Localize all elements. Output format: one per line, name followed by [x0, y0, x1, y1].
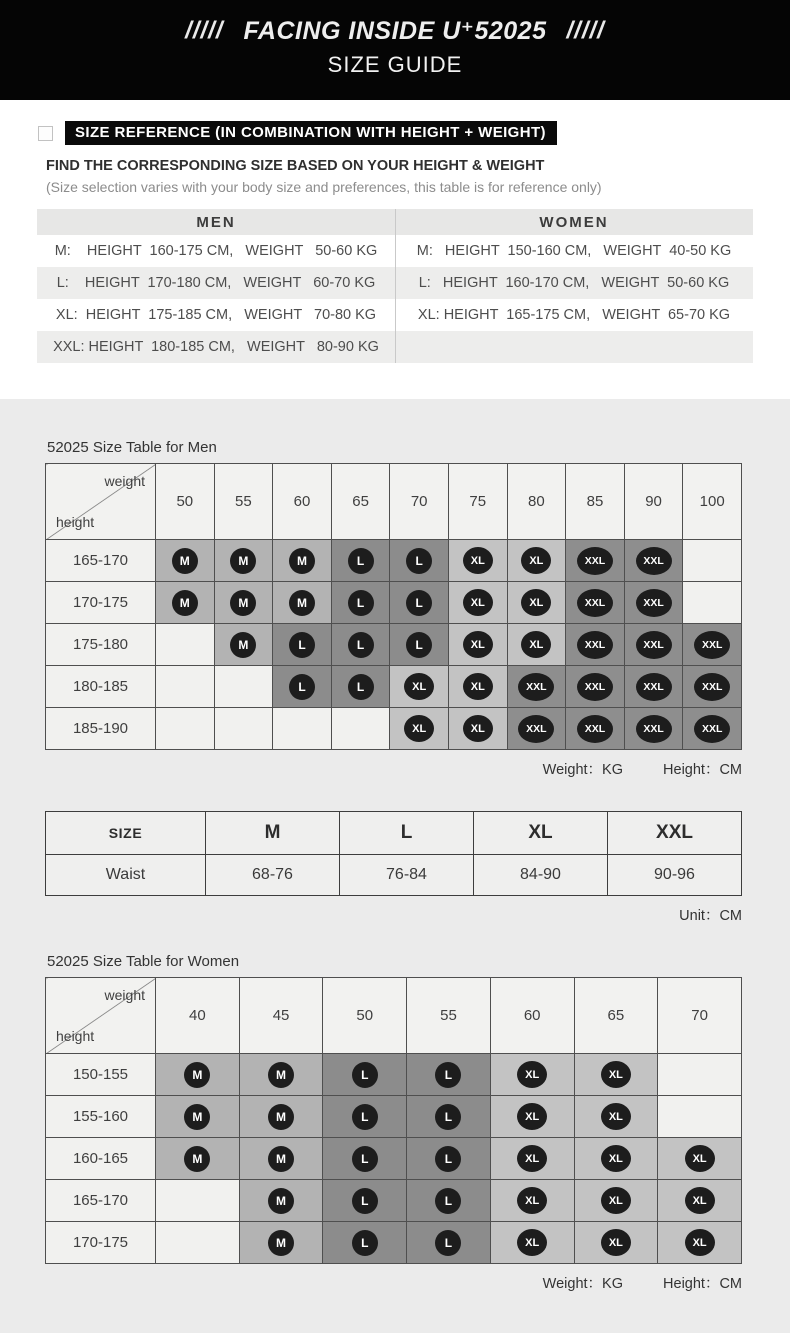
- size-cell: [507, 666, 566, 708]
- size-cell: [156, 1096, 240, 1138]
- size-badge: XL: [521, 631, 551, 658]
- grid-data-row: [46, 582, 742, 624]
- size-cell: [390, 540, 449, 582]
- size-cell: [448, 582, 507, 624]
- weight-header-cell: 65: [574, 978, 658, 1054]
- size-reference-section: [0, 100, 790, 399]
- corner-weight-label: weight: [104, 473, 145, 489]
- waist-header-cell: M: [206, 812, 340, 855]
- weight-header-cell: 60: [490, 978, 574, 1054]
- size-cell: [156, 1222, 240, 1264]
- brand-row: [0, 16, 790, 46]
- size-cell: [239, 1096, 323, 1138]
- height-label-cell: 185-190: [46, 708, 156, 750]
- size-cell: [323, 1054, 407, 1096]
- size-badge: L: [289, 674, 315, 700]
- size-badge: L: [435, 1188, 461, 1214]
- size-cell: [658, 1054, 742, 1096]
- size-badge: M: [184, 1104, 210, 1130]
- men-table-title: 52025 Size Table for Men: [47, 439, 217, 456]
- size-badge: M: [184, 1146, 210, 1172]
- size-badge: XXL: [577, 631, 613, 659]
- size-badge: XL: [463, 589, 493, 616]
- women-units-row: [45, 1272, 742, 1293]
- size-badge: XXL: [636, 631, 672, 659]
- women-table-title: 52025 Size Table for Women: [47, 953, 240, 970]
- reference-subtitle: FIND THE CORRESPONDING SIZE BASED ON YOUR HEIGHT & WEIGHT: [46, 158, 545, 174]
- grid-data-row: [46, 708, 742, 750]
- column-divider: [395, 209, 396, 363]
- size-badge: XL: [601, 1061, 631, 1088]
- size-badge: XL: [601, 1229, 631, 1256]
- size-badge: XXL: [518, 715, 554, 743]
- weight-header-cell: 80: [507, 464, 566, 540]
- gender-size-table: [37, 209, 753, 363]
- weight-unit-label: Weight：KG: [542, 1276, 623, 1292]
- waist-header-cell: XL: [474, 812, 608, 855]
- size-cell: [566, 540, 625, 582]
- size-badge: M: [268, 1146, 294, 1172]
- size-badge: XXL: [577, 715, 613, 743]
- size-cell: [214, 708, 273, 750]
- height-label-cell: 180-185: [46, 666, 156, 708]
- size-badge: L: [406, 548, 432, 574]
- height-label-cell: 175-180: [46, 624, 156, 666]
- checkbox-icon: [38, 126, 53, 141]
- size-badge: XL: [601, 1187, 631, 1214]
- size-badge: L: [352, 1188, 378, 1214]
- gender-size-cell: XL: HEIGHT 165-175 CM, WEIGHT 65-70 KG: [417, 307, 731, 323]
- size-cell: [490, 1180, 574, 1222]
- size-cell: [323, 1180, 407, 1222]
- size-cell: [683, 666, 742, 708]
- brand-title: FACING INSIDE U⁺52025: [243, 17, 547, 45]
- height-label-cell: 150-155: [46, 1054, 156, 1096]
- size-cell: [490, 1138, 574, 1180]
- top-banner: [0, 0, 790, 100]
- size-badge: L: [352, 1062, 378, 1088]
- size-cell: [624, 582, 683, 624]
- gender-size-cell: M: HEIGHT 160-175 CM, WEIGHT 50-60 KG: [54, 243, 378, 259]
- size-badge: L: [348, 548, 374, 574]
- size-cell: [683, 540, 742, 582]
- waist-value-cell: 68-76: [206, 855, 340, 896]
- size-cell: [490, 1096, 574, 1138]
- gender-size-cell: XXL: HEIGHT 180-185 CM, WEIGHT 80-90 KG: [53, 339, 379, 355]
- size-cell: [273, 582, 332, 624]
- size-cell: [448, 708, 507, 750]
- weight-unit-label: Weight：KG: [542, 762, 623, 778]
- waist-value-cell: 84-90: [474, 855, 608, 896]
- size-cell: [624, 666, 683, 708]
- size-cell: [574, 1054, 658, 1096]
- weight-header-cell: 50: [323, 978, 407, 1054]
- size-cell: [156, 1054, 240, 1096]
- waist-unit-row: Unit：CM: [679, 908, 742, 924]
- waist-header-cell: XXL: [608, 812, 742, 855]
- size-cell: [507, 540, 566, 582]
- size-badge: XL: [404, 673, 434, 700]
- size-cell: [574, 1222, 658, 1264]
- height-unit-label: Height：CM: [663, 762, 742, 778]
- size-badge: XL: [517, 1187, 547, 1214]
- gender-size-cell: L: HEIGHT 170-180 CM, WEIGHT 60-70 KG: [56, 275, 376, 291]
- size-badge: XL: [601, 1103, 631, 1130]
- size-cell: [331, 708, 390, 750]
- size-cell: [156, 708, 215, 750]
- women-size-grid: [45, 977, 742, 1264]
- size-badge: XXL: [518, 673, 554, 701]
- weight-header-cell: 90: [624, 464, 683, 540]
- size-cell: [156, 624, 215, 666]
- weight-header-cell: 55: [214, 464, 273, 540]
- size-cell: [331, 540, 390, 582]
- size-badge: XXL: [636, 673, 672, 701]
- size-cell: [448, 666, 507, 708]
- size-badge: M: [289, 590, 315, 616]
- grid-data-row: [46, 1180, 742, 1222]
- size-cell: [566, 624, 625, 666]
- size-cell: [683, 708, 742, 750]
- waist-value-cell: 90-96: [608, 855, 742, 896]
- size-cell: [407, 1222, 491, 1264]
- size-badge: L: [352, 1104, 378, 1130]
- size-cell: [273, 540, 332, 582]
- size-cell: [239, 1054, 323, 1096]
- size-cell: [331, 624, 390, 666]
- weight-header-cell: 70: [658, 978, 742, 1054]
- size-cell: [574, 1180, 658, 1222]
- weight-header-cell: 50: [156, 464, 215, 540]
- size-cell: [683, 582, 742, 624]
- size-cell: [214, 540, 273, 582]
- size-badge: M: [268, 1062, 294, 1088]
- weight-header-cell: 70: [390, 464, 449, 540]
- size-cell: [273, 708, 332, 750]
- weight-header-cell: 60: [273, 464, 332, 540]
- men-size-grid: [45, 463, 742, 750]
- size-cell: [658, 1138, 742, 1180]
- size-cell: [390, 708, 449, 750]
- size-cell: [574, 1138, 658, 1180]
- size-cell: [490, 1054, 574, 1096]
- men-units-row: [45, 758, 742, 779]
- size-cell: [331, 582, 390, 624]
- size-badge: XXL: [577, 673, 613, 701]
- size-badge: XXL: [636, 547, 672, 575]
- size-badge: XL: [521, 589, 551, 616]
- grid-header-row: [46, 978, 742, 1054]
- reference-note: (Size selection varies with your body size and preferences, this table is for reference only): [46, 179, 602, 195]
- weight-header-cell: 55: [407, 978, 491, 1054]
- size-badge: L: [289, 632, 315, 658]
- size-cell: [323, 1096, 407, 1138]
- size-badge: M: [230, 548, 256, 574]
- size-cell: [214, 666, 273, 708]
- waist-size-table: [45, 811, 742, 896]
- size-badge: M: [289, 548, 315, 574]
- size-badge: XL: [685, 1229, 715, 1256]
- grid-data-row: [46, 1054, 742, 1096]
- grid-data-row: [46, 666, 742, 708]
- height-label-cell: 160-165: [46, 1138, 156, 1180]
- weight-header-cell: 85: [566, 464, 625, 540]
- grid-data-row: [46, 540, 742, 582]
- height-label-cell: 165-170: [46, 540, 156, 582]
- size-badge: L: [406, 590, 432, 616]
- slashes-right-icon: /////: [566, 17, 605, 44]
- gender-size-cell: M: HEIGHT 150-160 CM, WEIGHT 40-50 KG: [416, 243, 732, 259]
- waist-header-row: [46, 812, 742, 855]
- size-cell: [448, 624, 507, 666]
- size-cell: [390, 582, 449, 624]
- size-badge: XL: [463, 673, 493, 700]
- size-badge: XL: [685, 1145, 715, 1172]
- height-label-cell: 170-175: [46, 1222, 156, 1264]
- waist-data-row: [46, 855, 742, 896]
- size-cell: [156, 582, 215, 624]
- size-cell: [214, 582, 273, 624]
- size-badge: XL: [685, 1187, 715, 1214]
- reference-heading-row: [38, 121, 790, 145]
- size-badge: M: [268, 1230, 294, 1256]
- size-cell: [156, 666, 215, 708]
- size-badge: XL: [517, 1061, 547, 1088]
- size-badge: L: [435, 1146, 461, 1172]
- gender-size-cell: XL: HEIGHT 175-185 CM, WEIGHT 70-80 KG: [55, 307, 377, 323]
- size-cell: [407, 1180, 491, 1222]
- size-badge: L: [435, 1104, 461, 1130]
- size-cell: [624, 540, 683, 582]
- size-cell: [239, 1222, 323, 1264]
- size-cell: [156, 1180, 240, 1222]
- size-badge: L: [435, 1062, 461, 1088]
- size-cell: [156, 540, 215, 582]
- size-tables-section: [0, 399, 790, 1333]
- weight-header-cell: 45: [239, 978, 323, 1054]
- size-cell: [507, 624, 566, 666]
- size-cell: [273, 666, 332, 708]
- gender-size-cell: L: HEIGHT 160-170 CM, WEIGHT 50-60 KG: [418, 275, 730, 291]
- waist-row-label: Waist: [46, 855, 206, 896]
- size-cell: [407, 1138, 491, 1180]
- size-cell: [323, 1222, 407, 1264]
- size-cell: [624, 624, 683, 666]
- size-badge: L: [348, 590, 374, 616]
- size-cell: [390, 666, 449, 708]
- size-cell: [407, 1054, 491, 1096]
- weight-header-cell: 65: [331, 464, 390, 540]
- size-cell: [156, 1138, 240, 1180]
- size-badge: L: [435, 1230, 461, 1256]
- weight-header-cell: 40: [156, 978, 240, 1054]
- waist-header-cell: SIZE: [46, 812, 206, 855]
- size-badge: M: [230, 590, 256, 616]
- size-badge: XL: [521, 547, 551, 574]
- grid-data-row: [46, 1096, 742, 1138]
- waist-header-cell: L: [340, 812, 474, 855]
- size-badge: L: [352, 1146, 378, 1172]
- size-badge: XXL: [694, 715, 730, 743]
- size-cell: [658, 1096, 742, 1138]
- grid-header-row: [46, 464, 742, 540]
- slashes-left-icon: /////: [185, 17, 224, 44]
- size-badge: XL: [517, 1145, 547, 1172]
- size-cell: [239, 1180, 323, 1222]
- size-badge: L: [348, 632, 374, 658]
- size-cell: [331, 666, 390, 708]
- size-badge: XXL: [636, 715, 672, 743]
- size-badge: XL: [463, 631, 493, 658]
- size-badge: XXL: [577, 589, 613, 617]
- size-cell: [624, 708, 683, 750]
- size-cell: [566, 708, 625, 750]
- size-badge: L: [352, 1230, 378, 1256]
- size-badge: XL: [463, 547, 493, 574]
- size-cell: [490, 1222, 574, 1264]
- height-label-cell: 155-160: [46, 1096, 156, 1138]
- size-badge: XXL: [694, 631, 730, 659]
- weight-header-cell: 100: [683, 464, 742, 540]
- size-cell: [566, 582, 625, 624]
- size-badge: L: [348, 674, 374, 700]
- waist-value-cell: 76-84: [340, 855, 474, 896]
- size-badge: XL: [517, 1103, 547, 1130]
- size-badge: M: [230, 632, 256, 658]
- size-cell: [448, 540, 507, 582]
- size-cell: [566, 666, 625, 708]
- size-cell: [323, 1138, 407, 1180]
- size-cell: [407, 1096, 491, 1138]
- height-label-cell: 170-175: [46, 582, 156, 624]
- height-unit-label: Height：CM: [663, 1276, 742, 1292]
- size-badge: XXL: [694, 673, 730, 701]
- corner-height-label: height: [56, 1028, 95, 1044]
- size-cell: [507, 708, 566, 750]
- size-cell: [574, 1096, 658, 1138]
- grid-data-row: [46, 1138, 742, 1180]
- weight-header-cell: 75: [448, 464, 507, 540]
- size-badge: M: [268, 1104, 294, 1130]
- height-label-cell: 165-170: [46, 1180, 156, 1222]
- size-badge: XL: [601, 1145, 631, 1172]
- size-guide-title: SIZE GUIDE: [327, 52, 463, 77]
- size-cell: [390, 624, 449, 666]
- size-badge: XL: [404, 715, 434, 742]
- size-cell: [658, 1222, 742, 1264]
- size-cell: [658, 1180, 742, 1222]
- size-badge: M: [172, 548, 198, 574]
- grid-data-row: [46, 1222, 742, 1264]
- gender-column-header: MEN: [196, 213, 236, 231]
- grid-data-row: [46, 624, 742, 666]
- size-badge: XXL: [636, 589, 672, 617]
- size-cell: [507, 582, 566, 624]
- size-cell: [683, 624, 742, 666]
- size-badge: XXL: [577, 547, 613, 575]
- size-badge: M: [268, 1188, 294, 1214]
- corner-weight-label: weight: [104, 987, 145, 1003]
- size-cell: [239, 1138, 323, 1180]
- size-badge: XL: [463, 715, 493, 742]
- reference-title: SIZE REFERENCE (IN COMBINATION WITH HEIGHT + WEIGHT): [65, 121, 557, 145]
- size-badge: XL: [517, 1229, 547, 1256]
- gender-column-header: WOMEN: [539, 213, 609, 231]
- corner-height-label: height: [56, 514, 95, 530]
- size-badge: M: [184, 1062, 210, 1088]
- weight-height-corner-cell: [46, 464, 156, 540]
- size-badge: L: [406, 632, 432, 658]
- size-cell: [214, 624, 273, 666]
- size-cell: [273, 624, 332, 666]
- weight-height-corner-cell: [46, 978, 156, 1054]
- size-badge: M: [172, 590, 198, 616]
